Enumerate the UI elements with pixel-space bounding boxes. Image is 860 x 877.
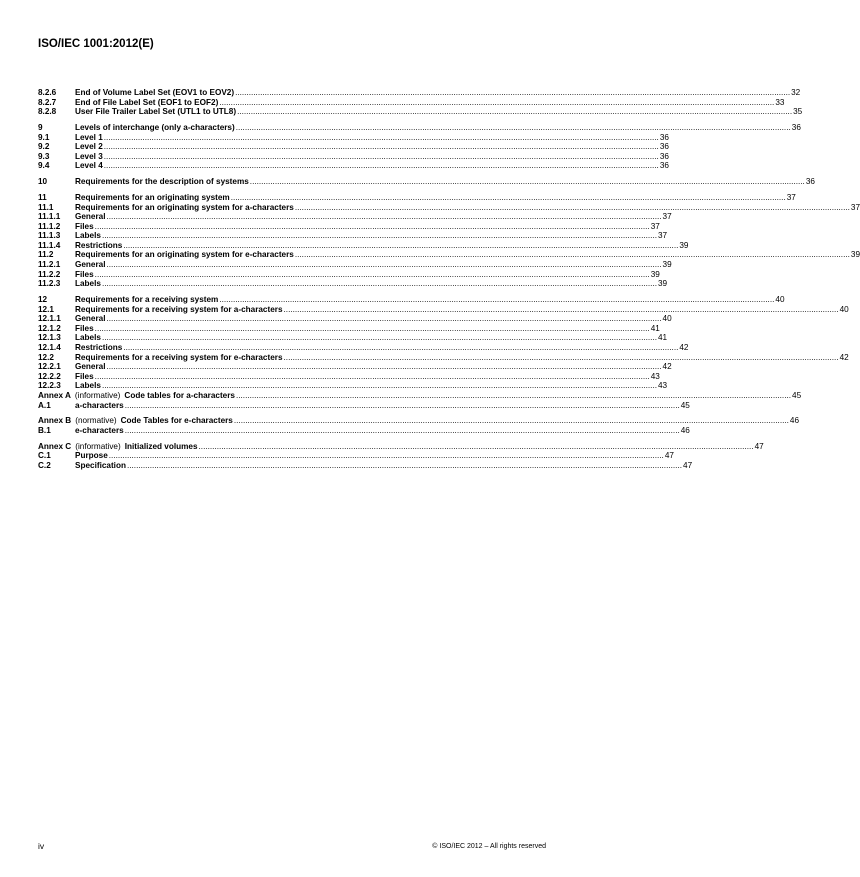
toc-entry-page: 40 xyxy=(839,304,849,314)
toc-dot-leader xyxy=(219,295,774,305)
toc-entry[interactable] xyxy=(38,177,815,187)
toc-entry-number: 10 xyxy=(38,177,48,187)
toc-entry-title: Purpose xyxy=(75,451,108,461)
toc-dot-leader xyxy=(236,123,791,133)
toc-dot-leader xyxy=(109,451,664,461)
toc-entry-page: 39 xyxy=(650,269,660,279)
toc-entry[interactable] xyxy=(38,295,785,305)
toc-entry-title: Requirements for an originating system for a-characters xyxy=(75,202,294,212)
toc-dot-leader xyxy=(250,177,805,187)
toc-entry-title: Labels xyxy=(75,381,101,391)
toc-entry-page: 36 xyxy=(659,151,669,161)
toc-entry-number: 12.2.1 xyxy=(38,362,61,372)
toc-entry-title: Level 3 xyxy=(75,151,103,161)
toc-entry-title: a-characters xyxy=(75,400,124,410)
toc-entry-title: End of File Label Set (EOF1 to EOF2) xyxy=(75,97,219,107)
toc-entry[interactable] xyxy=(38,260,672,270)
toc-dot-leader xyxy=(102,333,657,343)
toc-entry-title: Requirements for a receiving system xyxy=(75,295,219,305)
toc-entry[interactable] xyxy=(38,400,690,411)
toc-entry[interactable] xyxy=(38,381,668,391)
toc-entry-number: 9.4 xyxy=(38,161,50,171)
toc-entry-title: Files xyxy=(75,221,94,231)
toc-dot-leader xyxy=(125,401,680,411)
toc-entry-title: Files xyxy=(75,371,94,381)
toc-entry-page: 36 xyxy=(791,122,801,132)
toc-entry[interactable] xyxy=(38,352,849,363)
toc-entry-page: 36 xyxy=(659,142,669,152)
toc-dot-leader xyxy=(104,152,659,162)
toc-entry[interactable] xyxy=(38,314,672,324)
toc-entry-number: Annex B xyxy=(38,416,72,426)
toc-entry-number: C.1 xyxy=(38,451,51,461)
toc-entry-number: 11.1 xyxy=(38,202,54,212)
toc-dot-leader xyxy=(95,324,650,334)
toc-entry-title: Files xyxy=(75,323,94,333)
toc-annex-type: (informative) xyxy=(75,441,121,451)
toc-entry[interactable] xyxy=(38,240,689,251)
toc-dot-leader xyxy=(125,426,680,436)
toc-entry[interactable] xyxy=(38,333,668,343)
toc-entry-page: 37 xyxy=(786,192,796,202)
toc-dot-leader xyxy=(127,461,682,471)
toc-annex-type: (informative) xyxy=(74,390,121,400)
toc-dot-leader xyxy=(104,161,659,171)
toc-dot-leader xyxy=(235,88,790,98)
toc-entry-title: General xyxy=(75,212,106,222)
toc-entry-page: 46 xyxy=(680,425,690,435)
toc-entry-page: 35 xyxy=(793,107,803,117)
toc-entry-page: 33 xyxy=(775,97,785,107)
toc-entry-number: 12.2.2 xyxy=(38,371,61,381)
toc-entry-title: Requirements for the description of systems xyxy=(75,177,249,187)
toc-entry-number: 12.1.1 xyxy=(38,314,61,324)
toc-entry[interactable] xyxy=(38,107,803,117)
toc-entry-number: B.1 xyxy=(38,425,51,435)
toc-dot-leader xyxy=(123,343,678,353)
toc-dot-leader xyxy=(102,231,657,241)
toc-annex-type: (normative) xyxy=(75,416,117,426)
toc-entry-number: 11.2.2 xyxy=(38,269,61,279)
toc-entry[interactable] xyxy=(38,343,689,353)
toc-entry[interactable] xyxy=(38,425,690,436)
toc-entry-title: Requirements for an originating system xyxy=(75,192,230,202)
toc-entry-page: 37 xyxy=(658,231,668,241)
toc-entry[interactable] xyxy=(38,416,800,426)
toc-entry[interactable] xyxy=(38,88,801,98)
toc-entry[interactable] xyxy=(38,279,668,289)
toc-entry-title: Requirements for an originating system for e-characters xyxy=(75,250,294,260)
toc-entry-number: 12.2.3 xyxy=(38,381,61,391)
toc-entry-page: 43 xyxy=(650,371,660,381)
toc-dot-leader xyxy=(219,98,774,108)
toc-entry-page: 39 xyxy=(679,240,689,250)
toc-entry-page: 43 xyxy=(658,381,668,391)
toc-dot-leader xyxy=(102,279,657,289)
toc-entry[interactable] xyxy=(38,142,669,152)
toc-entry-number: 11.2.3 xyxy=(38,279,61,289)
toc-entry-number: 8.2.7 xyxy=(38,97,57,107)
toc-entry[interactable] xyxy=(38,132,669,143)
toc-dot-leader xyxy=(295,203,850,213)
toc-entry-page: 42 xyxy=(839,352,849,362)
toc-entry[interactable] xyxy=(38,451,674,461)
toc-dot-leader xyxy=(107,362,662,372)
toc-entry-number: 11.1.2 xyxy=(38,221,61,231)
toc-entry-page: 42 xyxy=(662,362,672,372)
toc-entry-title: Code Tables for e-characters xyxy=(120,416,233,426)
page-number: iv xyxy=(38,841,45,851)
toc-entry-page: 36 xyxy=(659,161,669,171)
toc-dot-leader xyxy=(107,212,662,222)
toc-entry[interactable] xyxy=(38,151,669,162)
toc-dot-leader xyxy=(107,260,662,270)
copyright-notice: © ISO/IEC 2012 – All rights reserved xyxy=(432,843,546,850)
toc-entry-title: e-characters xyxy=(75,425,124,435)
toc-entry[interactable] xyxy=(38,371,660,382)
toc-entry-page: 37 xyxy=(850,202,860,212)
toc-entry[interactable] xyxy=(38,304,849,315)
toc-dot-leader xyxy=(102,381,657,391)
toc-dot-leader xyxy=(107,314,662,324)
toc-entry-title: Restrictions xyxy=(75,240,123,250)
toc-entry-page: 37 xyxy=(662,212,672,222)
toc-entry-number: 12 xyxy=(38,295,48,305)
toc-entry-page: 32 xyxy=(791,88,801,97)
toc-entry[interactable] xyxy=(38,323,660,334)
document-header-title: ISO/IEC 1001:2012(E) xyxy=(38,38,154,50)
toc-entry-page: 42 xyxy=(679,343,689,352)
toc-entry[interactable] xyxy=(38,362,672,372)
toc-dot-leader xyxy=(123,241,678,251)
toc-entry-number: 8.2.6 xyxy=(38,88,57,97)
toc-entry-number: 9 xyxy=(38,122,43,132)
toc-entry-page: 41 xyxy=(658,333,668,343)
toc-entry[interactable] xyxy=(38,441,764,452)
toc-dot-leader xyxy=(231,193,786,203)
toc-entry[interactable] xyxy=(38,231,668,241)
toc-dot-leader xyxy=(95,372,650,382)
toc-entry-page: 40 xyxy=(662,314,672,324)
toc-entry-number: 11.1.1 xyxy=(38,212,61,222)
table-of-contents xyxy=(38,88,860,471)
toc-dot-leader xyxy=(284,353,839,363)
toc-dot-leader xyxy=(237,107,792,117)
toc-entry-page: 47 xyxy=(664,451,674,461)
toc-entry[interactable] xyxy=(38,221,660,232)
toc-entry-page: 45 xyxy=(680,400,690,410)
toc-entry[interactable] xyxy=(38,122,801,133)
toc-entry-number: 12.1.4 xyxy=(38,343,61,352)
toc-dot-leader xyxy=(284,305,839,315)
toc-entry-number: 9.1 xyxy=(38,132,50,142)
toc-entry-title: Requirements for a receiving system for a-characters xyxy=(75,304,283,314)
toc-entry-number: A.1 xyxy=(38,400,51,410)
toc-entry-number: C.2 xyxy=(38,460,51,470)
toc-entry-page: 46 xyxy=(789,416,800,426)
toc-entry-title: Specification xyxy=(75,460,126,470)
toc-entry-title: End of Volume Label Set (EOV1 to EOV2) xyxy=(75,88,235,97)
toc-entry-title: General xyxy=(75,260,106,270)
toc-dot-leader xyxy=(234,416,789,426)
toc-dot-leader xyxy=(95,222,650,232)
toc-entry-page: 40 xyxy=(775,295,785,305)
toc-entry-number: Annex A xyxy=(38,390,71,400)
toc-entry-number: 12.1.2 xyxy=(38,323,61,333)
toc-entry-title: General xyxy=(75,362,106,372)
toc-entry[interactable] xyxy=(38,250,860,260)
toc-entry-number: Annex C xyxy=(38,441,72,451)
toc-dot-leader xyxy=(104,142,659,152)
toc-entry-number: 12.2 xyxy=(38,352,54,362)
toc-entry-page: 36 xyxy=(659,132,669,142)
toc-entry-number: 11.1.4 xyxy=(38,240,61,250)
toc-entry[interactable] xyxy=(38,212,672,222)
toc-entry-title: Level 1 xyxy=(75,132,103,142)
toc-entry-number: 9.3 xyxy=(38,151,50,161)
toc-entry-page: 39 xyxy=(662,260,672,270)
toc-entry-page: 37 xyxy=(650,221,660,231)
toc-entry-title: Labels xyxy=(75,231,101,241)
toc-entry-title: Labels xyxy=(75,279,101,289)
toc-entry-title: Requirements for a receiving system for e-characters xyxy=(75,352,283,362)
toc-entry-number: 12.1.3 xyxy=(38,333,61,343)
toc-entry-number: 11 xyxy=(38,192,47,202)
toc-entry[interactable] xyxy=(38,460,693,471)
toc-dot-leader xyxy=(95,270,650,280)
toc-entry-title: General xyxy=(75,314,106,324)
toc-entry-page: 47 xyxy=(754,441,764,451)
toc-entry-number: 9.2 xyxy=(38,142,50,152)
toc-entry[interactable] xyxy=(38,202,860,213)
toc-entry-number: 11.2 xyxy=(38,250,54,260)
toc-dot-leader xyxy=(236,391,791,401)
toc-entry[interactable] xyxy=(38,161,669,171)
toc-entry-number: 11.1.3 xyxy=(38,231,61,241)
toc-entry-title: User File Trailer Label Set (UTL1 to UTL8) xyxy=(75,107,237,117)
toc-dot-leader xyxy=(104,133,659,143)
toc-entry-title: Code tables for a-characters xyxy=(124,390,235,400)
toc-entry[interactable] xyxy=(38,390,802,401)
toc-entry-title: Level 2 xyxy=(75,142,103,152)
toc-entry-page: 39 xyxy=(658,279,668,289)
toc-entry-title: Level 4 xyxy=(75,161,103,171)
toc-entry-title: Restrictions xyxy=(75,343,123,352)
toc-entry[interactable] xyxy=(38,97,785,108)
toc-dot-leader xyxy=(199,442,754,452)
toc-entry-title: Levels of interchange (only a-characters) xyxy=(75,122,235,132)
toc-entry-number: 12.1 xyxy=(38,304,54,314)
toc-entry-title: Labels xyxy=(75,333,101,343)
toc-entry-page: 45 xyxy=(792,390,802,400)
toc-entry-number: 11.2.1 xyxy=(38,260,61,270)
toc-entry[interactable] xyxy=(38,269,660,280)
toc-entry-page: 39 xyxy=(850,250,860,260)
toc-dot-leader xyxy=(295,250,850,260)
toc-entry-title: Initialized volumes xyxy=(124,441,198,451)
toc-entry-number: 8.2.8 xyxy=(38,107,57,117)
toc-entry-page: 41 xyxy=(650,323,660,333)
toc-entry-page: 36 xyxy=(805,177,815,187)
toc-entry[interactable] xyxy=(38,192,796,203)
toc-entry-title: Files xyxy=(75,269,94,279)
toc-entry-page: 47 xyxy=(683,460,693,470)
